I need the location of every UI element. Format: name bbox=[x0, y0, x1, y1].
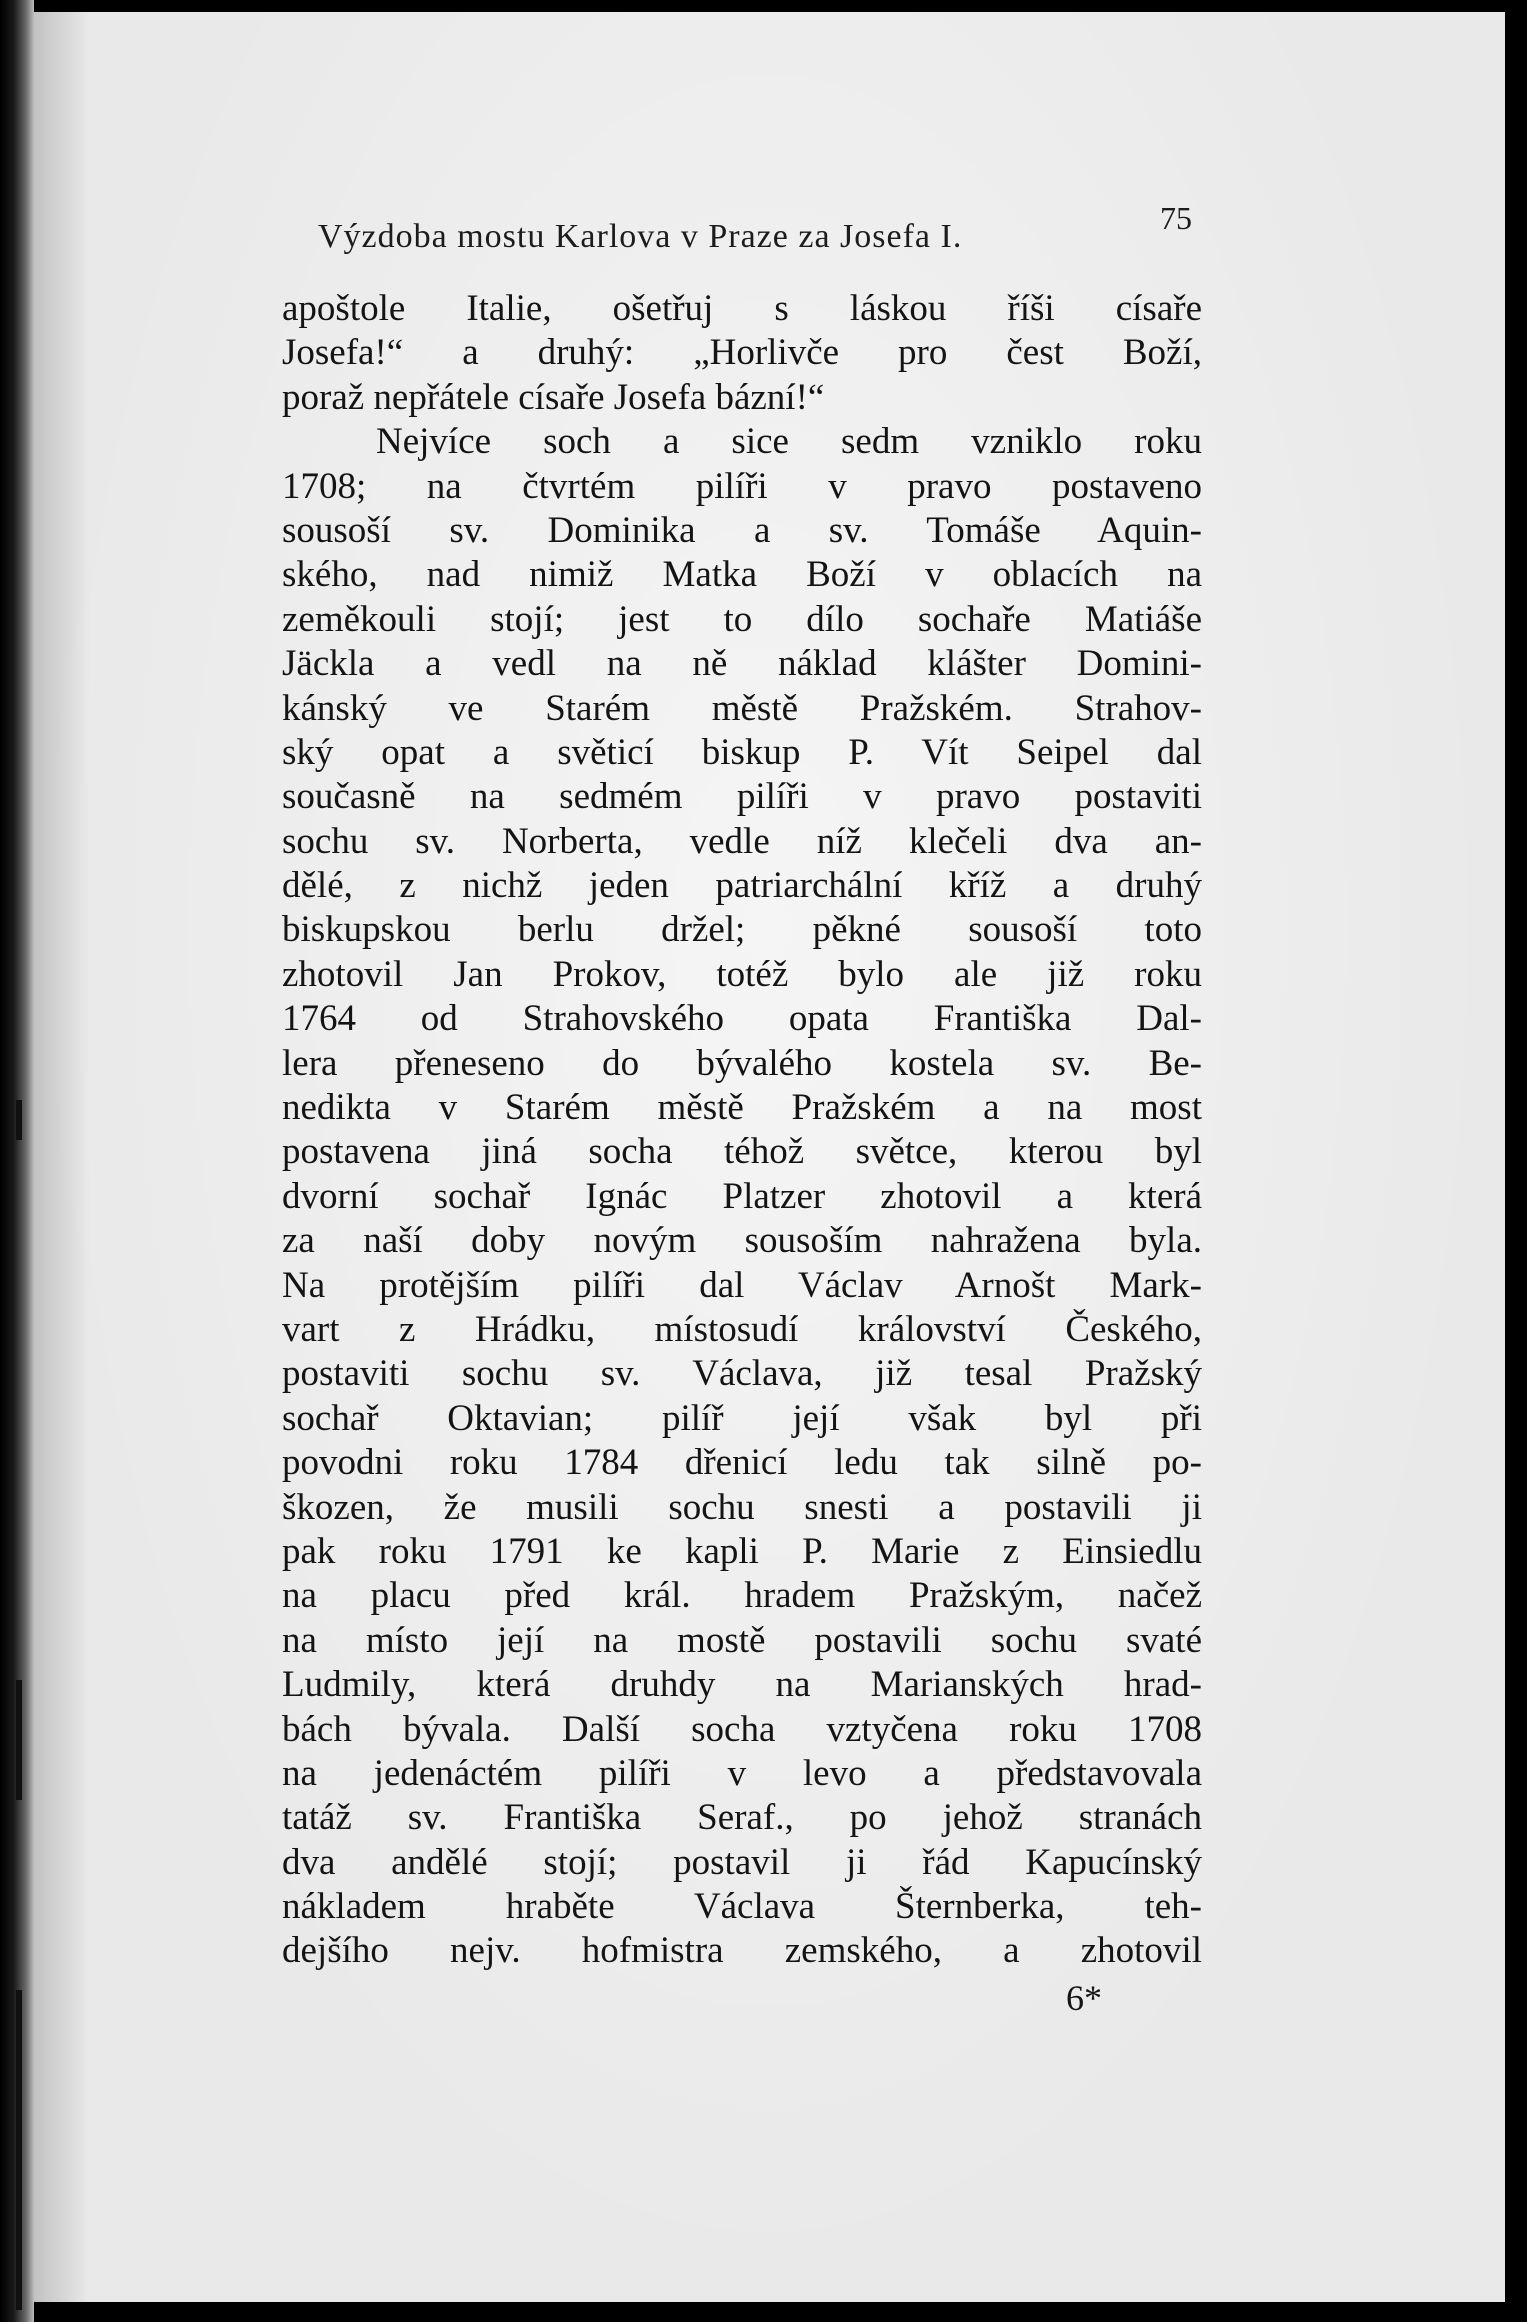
text-line: kánský ve Starém městě Pražském. Strahov- bbox=[282, 687, 1202, 729]
text-line: na placu před král. hradem Pražským, načež bbox=[282, 1575, 1202, 1617]
text-line: apoštole Italie, ošetřuj s láskou říši císaře bbox=[282, 288, 1202, 329]
text-line: pak roku 1791 ke kapli P. Marie z Einsiedlu bbox=[282, 1530, 1202, 1572]
text-line: sousoší sv. Dominika a sv. Tomáše Aquin- bbox=[282, 509, 1202, 551]
text-line: dva andělé stojí; postavil ji řád Kapucínský bbox=[282, 1841, 1202, 1883]
text-line: povodni roku 1784 dřenicí ledu tak silně po- bbox=[282, 1442, 1202, 1484]
text-line: Jäckla a vedl na ně náklad klášter Domini- bbox=[282, 643, 1202, 685]
text-line: postaviti sochu sv. Václava, již tesal Pražský bbox=[282, 1353, 1202, 1395]
text-line: Na protějším pilíři dal Václav Arnošt Mark- bbox=[282, 1264, 1202, 1306]
text-line: tatáž sv. Františka Seraf., po jehož stranách bbox=[282, 1797, 1202, 1839]
text-line: lera přeneseno do bývalého kostela sv. Be- bbox=[282, 1042, 1202, 1084]
text-line: za naší doby novým sousoším nahražena byla. bbox=[282, 1220, 1202, 1262]
text-line: dejšího nejv. hofmistra zemského, a zhotovil bbox=[282, 1930, 1202, 1972]
text-line: zhotovil Jan Prokov, totéž bylo ale již roku bbox=[282, 953, 1202, 995]
binding-mark bbox=[16, 1100, 22, 1140]
text-line: biskupskou berlu držel; pěkné sousoší toto bbox=[282, 909, 1202, 951]
text-line: sochu sv. Norberta, vedle níž klečeli dva an- bbox=[282, 820, 1202, 862]
book-binding-edge bbox=[0, 0, 34, 2322]
text-line: nákladem hraběte Václava Šternberka, teh- bbox=[282, 1886, 1202, 1928]
text-line: na jedenáctém pilíři v levo a představovala bbox=[282, 1752, 1202, 1794]
body-text bbox=[282, 287, 1202, 1974]
text-line: Nejvíce soch a sice sedm vzniklo roku bbox=[376, 421, 1202, 463]
text-line: ský opat a světicí biskup P. Vít Seipel dal bbox=[282, 731, 1202, 773]
text-line: 1764 od Strahovského opata Františka Dal- bbox=[282, 998, 1202, 1040]
binding-mark bbox=[16, 1990, 22, 2310]
text-line: zeměkouli stojí; jest to dílo sochaře Matiáše bbox=[282, 598, 1202, 640]
text-line: na místo její na mostě postavili sochu svaté bbox=[282, 1619, 1202, 1661]
page-number: 75 bbox=[1160, 200, 1192, 236]
text-line: ského, nad nimiž Matka Boží v oblacích na bbox=[282, 554, 1202, 596]
text-line: Ludmily, která druhdy na Marianských hrad- bbox=[282, 1664, 1202, 1706]
text-line: poraž nepřátele císaře Josefa bázní!“ bbox=[282, 376, 825, 418]
text-line: nedikta v Starém městě Pražském a na most bbox=[282, 1087, 1202, 1129]
text-line: bách bývala. Další socha vztyčena roku 1708 bbox=[282, 1708, 1202, 1750]
text-line: Josefa!“ a druhý: „Horlivče pro čest Boží, bbox=[282, 332, 1202, 374]
signature-mark: 6* bbox=[1066, 1978, 1102, 2018]
text-line: vart z Hrádku, místosudí království Českého, bbox=[282, 1308, 1202, 1350]
text-line: postavena jiná socha téhož světce, kterou byl bbox=[282, 1131, 1202, 1173]
running-head: Výzdoba mostu Karlova v Praze za Josefa I. bbox=[318, 218, 963, 255]
text-line: dělé, z nichž jeden patriarchální kříž a druhý bbox=[282, 865, 1202, 907]
text-line: současně na sedmém pilíři v pravo postaviti bbox=[282, 776, 1202, 818]
text-line: dvorní sochař Ignác Platzer zhotovil a která bbox=[282, 1175, 1202, 1217]
text-line: sochař Oktavian; pilíř její však byl při bbox=[282, 1397, 1202, 1439]
text-line: 1708; na čtvrtém pilíři v pravo postaveno bbox=[282, 465, 1202, 507]
text-line: škozen, že musili sochu snesti a postavili ji bbox=[282, 1486, 1202, 1528]
binding-mark bbox=[16, 1680, 22, 1800]
